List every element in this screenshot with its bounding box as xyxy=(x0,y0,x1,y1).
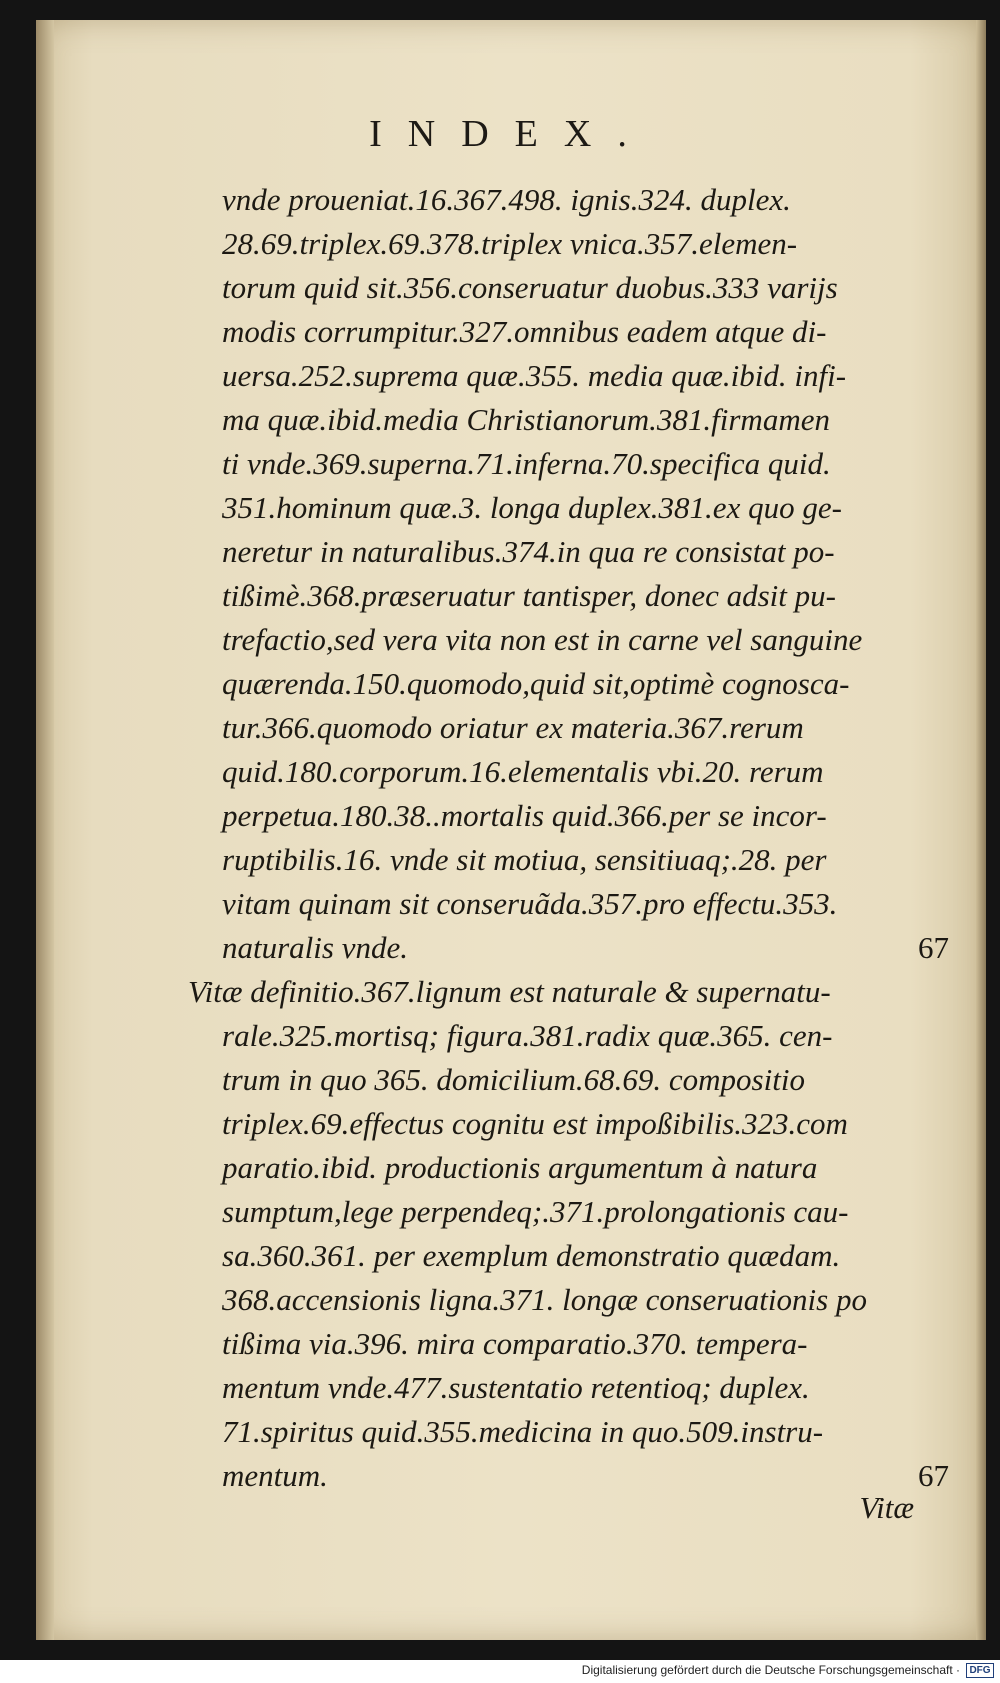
text-line: 351.hominum quæ.3. longa duplex.381.ex quo ge- xyxy=(222,490,842,525)
text-line: sa.360.361. per exemplum demonstratio quædam. xyxy=(222,1238,841,1273)
page-edge xyxy=(976,20,986,1640)
text-line: uersa.252.suprema quæ.355. media quæ.ibid. infi- xyxy=(222,358,847,393)
text-line: paratio.ibid. productionis argumentum à natura xyxy=(222,1150,818,1185)
text-line: triplex.69.effectus cognitu est impoßibilis.323.com xyxy=(222,1106,848,1141)
page-reference: 67 xyxy=(918,1458,949,1493)
text-line: trum in quo 365. domicilium.68.69. compositio xyxy=(222,1062,805,1097)
text-line: 28.69.triplex.69.378.triplex vnica.357.elemen- xyxy=(222,226,798,261)
text-line: vnde proueniat.16.367.498. ignis.324. duplex. xyxy=(222,182,791,217)
text-line: modis corrumpitur.327.omnibus eadem atque di- xyxy=(222,314,827,349)
text-line: rale.325.mortisq; figura.381.radix quæ.365. cen- xyxy=(222,1018,833,1053)
text-line: sumptum,lege perpendeq;.371.prolongationis cau- xyxy=(222,1194,849,1229)
dfg-logo: DFG xyxy=(966,1663,994,1678)
text-line: vitam quinam sit conseruãda.357.pro effectu.353. xyxy=(222,886,838,921)
text-line: tißimè.368.præseruatur tantisper, donec adsit pu- xyxy=(222,578,836,613)
page-gutter xyxy=(36,20,54,1640)
text-line: tur.366.quomodo oriatur ex materia.367.rerum xyxy=(222,710,804,745)
text-line: quærenda.150.quomodo,quid sit,optimè cognosca- xyxy=(222,666,850,701)
text-line: perpetua.180.38..mortalis quid.366.per se incor- xyxy=(222,798,827,833)
text-line: ma quæ.ibid.media Christianorum.381.firmamen xyxy=(222,402,830,437)
running-head: INDEX. xyxy=(369,113,653,155)
text-line: mentum. xyxy=(222,1458,328,1493)
catchword: Vitæ xyxy=(859,1490,914,1525)
entry-tail xyxy=(222,926,977,970)
text-line: neretur in naturalibus.374.in qua re consistat po- xyxy=(222,534,835,569)
text-line: naturalis vnde. xyxy=(222,930,408,965)
text-line: 71.spiritus quid.355.medicina in quo.509.instru- xyxy=(222,1414,824,1449)
index-entry-vitae xyxy=(188,970,977,1498)
text-line: quid.180.corporum.16.elementalis vbi.20. rerum xyxy=(222,754,824,789)
text-line: mentum vnde.477.sustentatio retentioq; duplex. xyxy=(222,1370,810,1405)
footer-credit: Digitalisierung gefördert durch die Deutsche Forschungsgemeinschaft · xyxy=(581,1663,960,1677)
text-line: ruptibilis.16. vnde sit motiua, sensitiuaq;.28. per xyxy=(222,842,827,877)
text-line: torum quid sit.356.conseruatur duobus.333 varijs xyxy=(222,270,838,305)
text-line: trefactio,sed vera vita non est in carne vel sanguine xyxy=(222,622,863,657)
index-entry-continued xyxy=(222,178,977,970)
index-text xyxy=(188,178,977,1498)
book-page xyxy=(36,20,986,1640)
text-line: ti vnde.369.superna.71.inferna.70.specifica quid. xyxy=(222,446,831,481)
text-line: Vitæ definitio.367.lignum est naturale & supernatu- xyxy=(188,974,831,1009)
text-line: 368.accensionis ligna.371. longæ conseruationis po xyxy=(222,1282,867,1317)
text-line: tißima via.396. mira comparatio.370. tempera- xyxy=(222,1326,808,1361)
page-reference: 67 xyxy=(918,930,949,965)
